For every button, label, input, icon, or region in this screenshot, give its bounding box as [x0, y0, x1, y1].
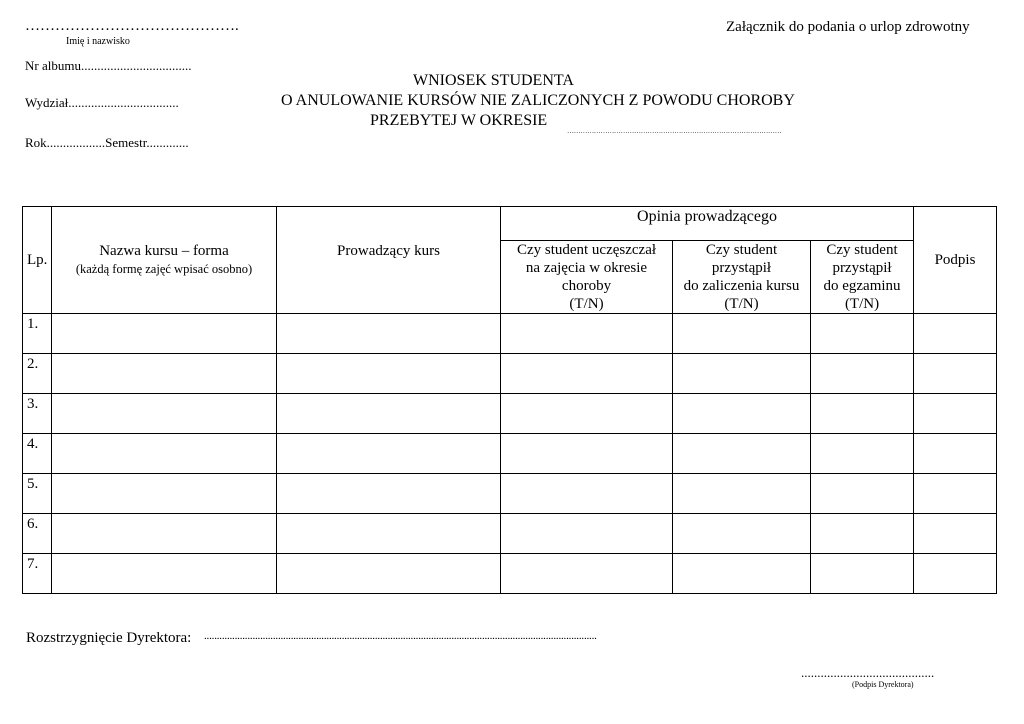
header-credit-line: do zaliczenia kursu — [683, 278, 800, 294]
table-row — [23, 554, 997, 594]
exam-cell[interactable] — [811, 354, 914, 394]
header-exam-line: (T/N) — [844, 296, 880, 312]
signature-cell[interactable] — [914, 354, 997, 394]
header-took-course-credit — [673, 241, 811, 314]
course-credit-cell[interactable] — [673, 514, 811, 554]
header-teacher: Prowadzący kurs — [277, 207, 501, 314]
header-attended-line: Czy student uczęszczał — [516, 242, 657, 258]
teacher-cell[interactable] — [277, 514, 501, 554]
director-signature-caption: (Podpis Dyrektora) — [852, 680, 914, 689]
course-credit-cell[interactable] — [673, 554, 811, 594]
header-teacher-opinion: Opinia prowadzącego — [501, 207, 914, 241]
attended-cell[interactable] — [501, 394, 673, 434]
header-attended-classes — [501, 241, 673, 314]
director-decision-dotted-line: .......................................................................................................................................................... — [204, 630, 597, 642]
course-credit-cell[interactable] — [673, 394, 811, 434]
attachment-note: Załącznik do podania o urlop zdrowotny — [726, 19, 970, 35]
teacher-cell[interactable] — [277, 354, 501, 394]
signature-cell[interactable] — [914, 434, 997, 474]
table-row — [23, 354, 997, 394]
teacher-cell[interactable] — [277, 394, 501, 434]
document-title-line-2: O ANULOWANIE KURSÓW NIE ZALICZONYCH Z POWODU CHOROBY — [281, 92, 795, 109]
table-row — [23, 514, 997, 554]
signature-cell[interactable] — [914, 394, 997, 434]
header-attended-line: na zajęcia w okresie — [525, 260, 648, 276]
teacher-cell[interactable] — [277, 554, 501, 594]
row-number: 6. — [23, 514, 52, 554]
header-course-name-note: (każdą formę zajęć wpisać osobno) — [75, 262, 253, 276]
table-row — [23, 474, 997, 514]
exam-cell[interactable] — [811, 434, 914, 474]
header-attended-line: (T/N) — [569, 296, 604, 312]
signature-cell[interactable] — [914, 514, 997, 554]
exam-cell[interactable] — [811, 314, 914, 354]
header-took-exam — [811, 241, 914, 314]
table-header-row-1 — [23, 207, 997, 241]
table-body — [23, 314, 997, 594]
course-name-cell[interactable] — [52, 394, 277, 434]
header-exam-line: przystąpił — [832, 260, 892, 276]
exam-cell[interactable] — [811, 554, 914, 594]
attended-cell[interactable] — [501, 434, 673, 474]
course-credit-cell[interactable] — [673, 474, 811, 514]
table-row — [23, 314, 997, 354]
course-name-cell[interactable] — [52, 314, 277, 354]
exam-cell[interactable] — [811, 474, 914, 514]
course-credit-cell[interactable] — [673, 354, 811, 394]
attended-cell[interactable] — [501, 554, 673, 594]
course-name-cell[interactable] — [52, 354, 277, 394]
course-name-cell[interactable] — [52, 514, 277, 554]
faculty-field: Wydział.................................. — [25, 95, 179, 110]
courses-table — [22, 206, 997, 594]
signature-cell[interactable] — [914, 474, 997, 514]
teacher-cell[interactable] — [277, 434, 501, 474]
table-row — [23, 394, 997, 434]
table-row — [23, 434, 997, 474]
attended-cell[interactable] — [501, 474, 673, 514]
period-dotted-line: …………………………………………………………………………………… — [567, 127, 782, 135]
signature-cell[interactable] — [914, 554, 997, 594]
header-exam-line: do egzaminu — [823, 278, 901, 294]
header-course-name-label: Nazwa kursu – forma — [99, 243, 229, 259]
teacher-cell[interactable] — [277, 314, 501, 354]
attended-cell[interactable] — [501, 514, 673, 554]
name-dotted-line: ……………………………………. — [25, 18, 239, 34]
row-number: 3. — [23, 394, 52, 434]
header-signature: Podpis — [914, 207, 997, 314]
director-signature-dotted-line: ......................................... — [801, 665, 935, 680]
row-number: 4. — [23, 434, 52, 474]
header-exam-line: Czy student — [826, 242, 898, 258]
course-name-cell[interactable] — [52, 434, 277, 474]
exam-cell[interactable] — [811, 394, 914, 434]
year-semester-field: Rok..................Semestr............. — [25, 135, 189, 150]
course-name-cell[interactable] — [52, 554, 277, 594]
course-credit-cell[interactable] — [673, 434, 811, 474]
row-number: 5. — [23, 474, 52, 514]
attended-cell[interactable] — [501, 314, 673, 354]
header-attended-line: choroby — [561, 278, 612, 294]
course-name-cell[interactable] — [52, 474, 277, 514]
header-credit-line: (T/N) — [724, 296, 759, 312]
header-course-name — [52, 207, 277, 314]
header-lp: Lp. — [23, 207, 52, 314]
document-title-line-1: WNIOSEK STUDENTA — [413, 72, 574, 89]
teacher-cell[interactable] — [277, 474, 501, 514]
course-credit-cell[interactable] — [673, 314, 811, 354]
header-credit-line: przystąpił — [711, 260, 772, 276]
director-decision-label: Rozstrzygnięcie Dyrektora: — [26, 630, 192, 646]
row-number: 2. — [23, 354, 52, 394]
row-number: 7. — [23, 554, 52, 594]
document-title-line-3: PRZEBYTEJ W OKRESIE — [370, 112, 548, 129]
exam-cell[interactable] — [811, 514, 914, 554]
row-number: 1. — [23, 314, 52, 354]
header-credit-line: Czy student — [705, 242, 778, 258]
name-caption: Imię i nazwisko — [66, 36, 130, 47]
signature-cell[interactable] — [914, 314, 997, 354]
attended-cell[interactable] — [501, 354, 673, 394]
album-number-field: Nr albumu.................................. — [25, 58, 192, 73]
